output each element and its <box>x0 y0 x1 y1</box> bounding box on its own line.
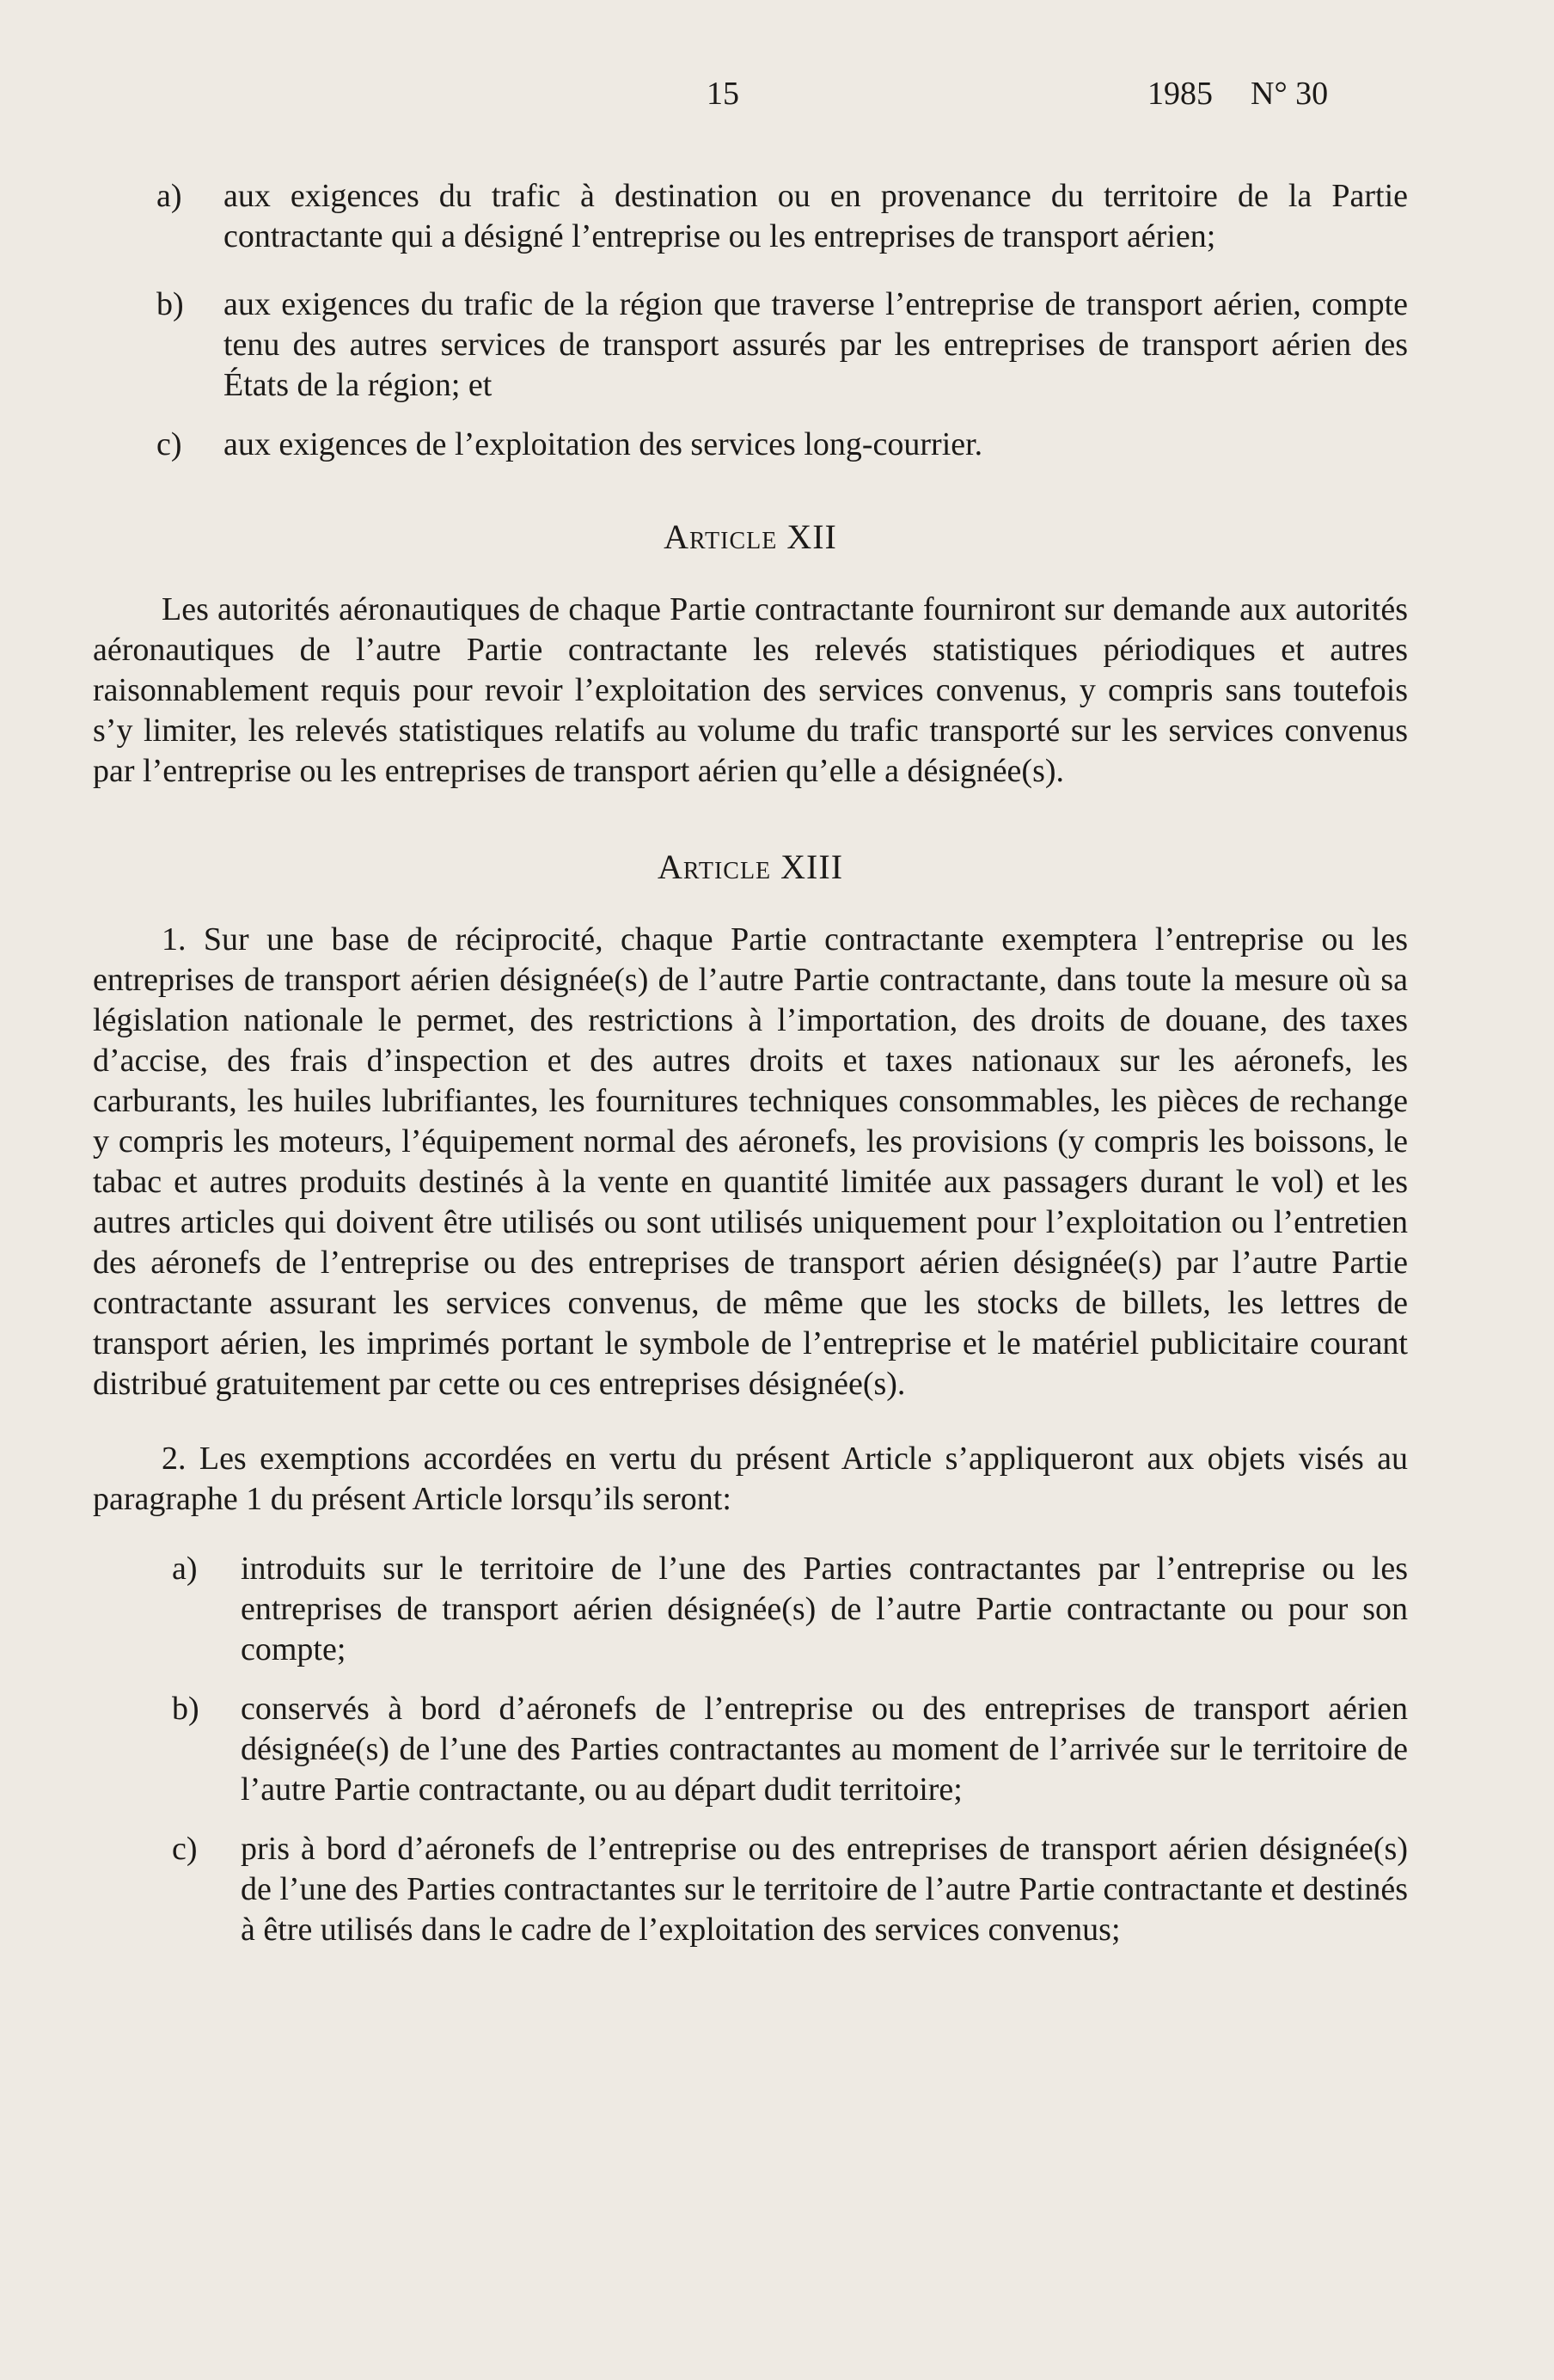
page-number: 15 <box>707 76 739 112</box>
list-item <box>93 425 1408 465</box>
list-item-label: b) <box>156 286 184 322</box>
list-item-text: aux exigences du trafic de la région que traverse l’entreprise de transport aérien, compte tenu des autres services de transport assurés par les entreprises de transport aérien des États de la région; et <box>223 286 1408 403</box>
list-item-label: b) <box>172 1691 199 1727</box>
list-item-label: a) <box>172 1551 198 1587</box>
article-12-paragraph: Les autorités aéronautiques de chaque Partie contractante fourniront sur demande aux autorités aéronautiques de l’autre Partie contractante les relevés statistiques périodiques et autres raisonnablement requis pour revoir l’exploitation des services convenus, y compris sans toutefois s’y limiter, les relevés statistiques relatifs au volume du trafic transporté sur les services convenus par l’entreprise ou les entreprises de transport aérien qu’elle a désignée(s). <box>93 591 1408 789</box>
list-item-text: introduits sur le territoire de l’une des Parties contractantes par l’entreprise ou les entreprises de transport aérien désignée(s) de l’autre Partie contractante ou pour son compte; <box>241 1551 1408 1667</box>
list-item <box>93 1549 1408 1670</box>
list-item-label: c) <box>156 426 182 462</box>
page-content <box>93 176 1408 1950</box>
issue-number: N° 30 <box>1251 76 1329 112</box>
list-item <box>93 1829 1408 1950</box>
publication-year: 1985 <box>1147 76 1213 112</box>
list-item-text: pris à bord d’aéronefs de l’entreprise ou des entreprises de transport aérien désignée(s) de l’une des Parties contractantes sur le territoire de l’autre Partie contractante et destinés à être utilisés dans le cadre de l’exploitation des services convenus; <box>241 1831 1408 1948</box>
list-item-text: aux exigences de l’exploitation des services long-courrier. <box>223 426 983 462</box>
article-13-paragraph-1: 1. Sur une base de réciprocité, chaque Partie contractante exemptera l’entreprise ou les entreprises de transport aérien désignée(s) de l’autre Partie contractante, dans toute la mesure où sa législation nationale le permet, des restrictions à l’importation, des droits de douane, des taxes d’accise, des frais d’inspection et des autres droits et taxes nationaux sur les aéronefs, les carburants, les huiles lubrifiantes, les fournitures techniques consommables, les pièces de rechange y compris les moteurs, l’équipement normal des aéronefs, les provisions (y compris les boissons, le tabac et autres produits destinés à la vente en quantité limitée aux passagers durant le vol) et les autres articles qui doivent être utilisés ou sont utilisés uniquement pour l’exploitation ou l’entretien des aéronefs de l’entreprise ou des entreprises de transport aérien désignée(s) par l’autre Partie contractante assurant les services convenus, de même que les stocks de billets, les lettres de transport aérien, les imprimés portant le symbole de l’entreprise et le matériel publicitaire courant distribué gratuitement par cette ou ces entreprises désignée(s). <box>93 921 1408 1402</box>
article-13-paragraph-2: 2. Les exemptions accordées en vertu du présent Article s’appliqueront aux objets visés au paragraphe 1 du présent Article lorsqu’ils seront: <box>93 1441 1408 1517</box>
article-13-heading: Article XIII <box>657 847 844 886</box>
publication-reference <box>1147 74 1328 114</box>
list-item <box>93 284 1408 406</box>
list-item-label: c) <box>172 1831 198 1867</box>
list-item-label: a) <box>156 178 182 214</box>
list-item-text: aux exigences du trafic à destination ou en provenance du territoire de la Partie contractante qui a désigné l’entreprise ou les entreprises de transport aérien; <box>223 178 1408 254</box>
list-item <box>93 1689 1408 1810</box>
list-item <box>93 176 1408 257</box>
list-item-text: conservés à bord d’aéronefs de l’entreprise ou des entreprises de transport aérien désignée(s) de l’une des Parties contractantes au moment de l’arrivée sur le territoire de l’autre Partie contractante, ou au départ dudit territoire; <box>241 1691 1408 1808</box>
article-12-heading: Article XII <box>664 517 837 556</box>
